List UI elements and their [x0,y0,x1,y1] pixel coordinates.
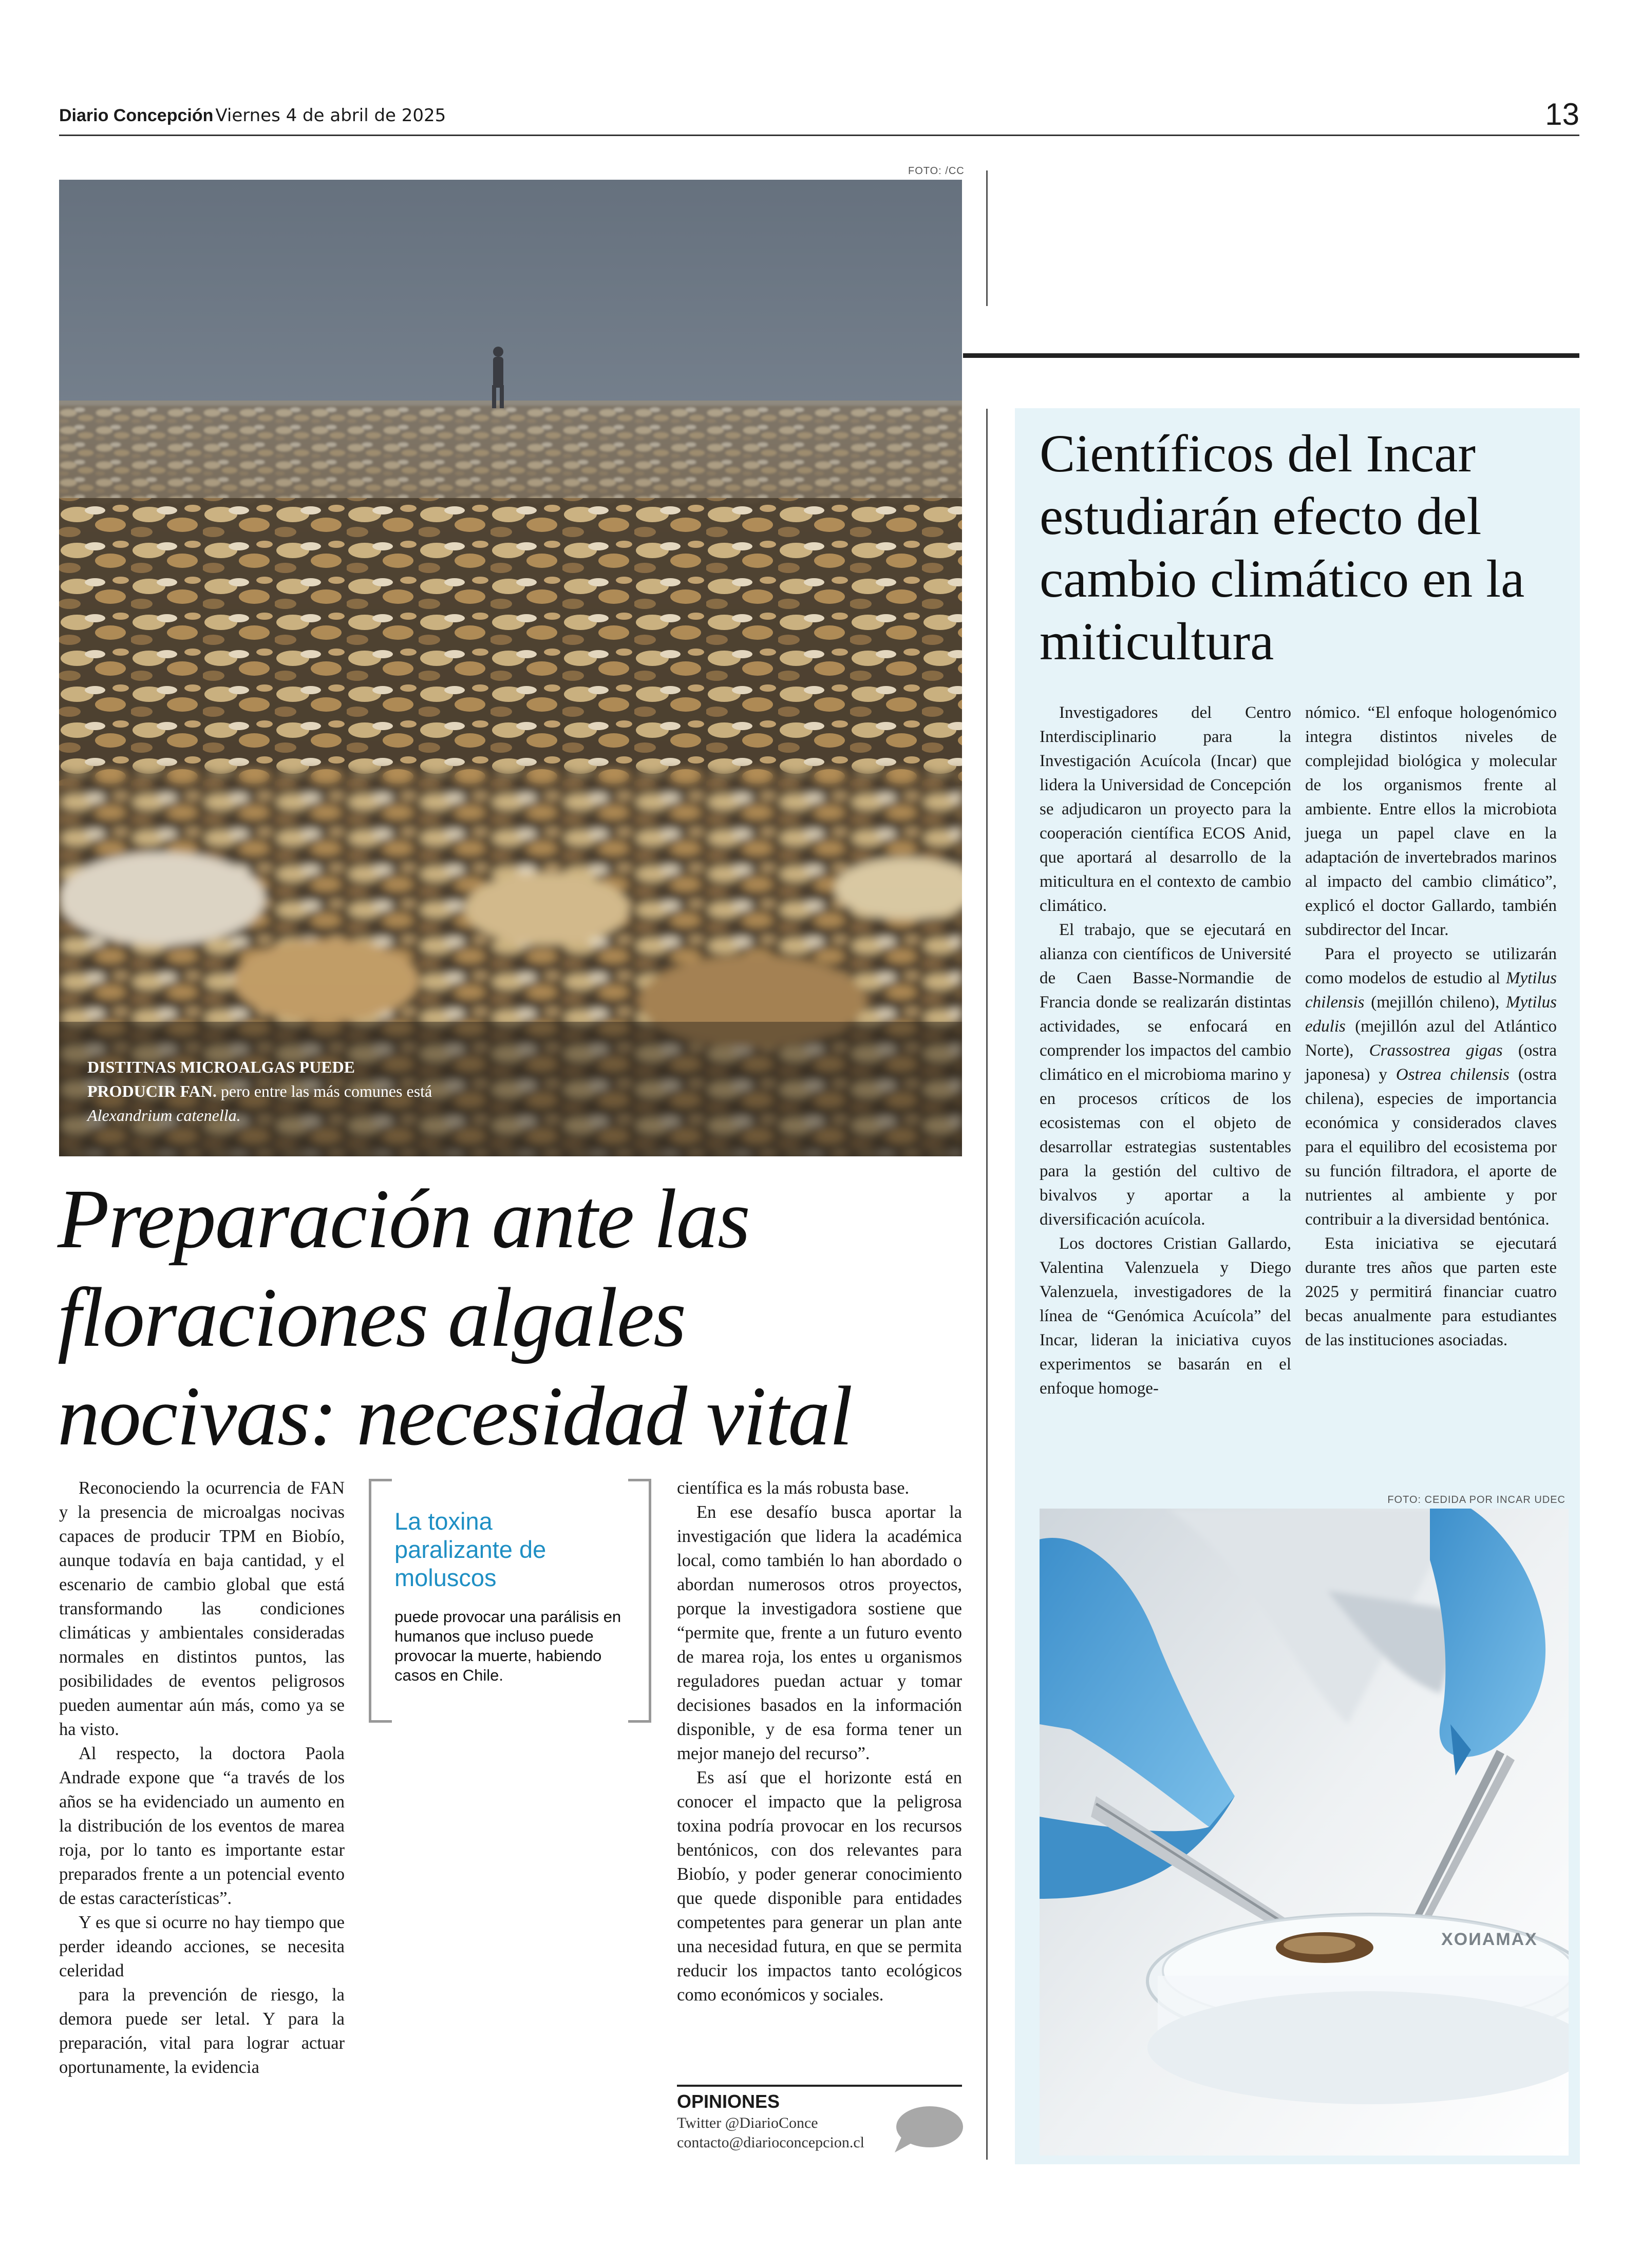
opinions-email[interactable]: contacto@diarioconcepcion.cl [677,2134,864,2151]
opinions-rule [677,2085,962,2087]
paragraph-species: Para el proyecto se utilizarán como modelos de estudio al Mytilus chilensis (mejillón chileno), Mytilus edulis (mejillón azul del Atlántico Norte), Crassostrea gigas (ostra japonesa) y Ostrea chilensis (ostra chilena), especies de importancia económica y considerados claves para el equilibro del ecosistema por su función filtradora, el aporte de nutrientes al ambiente y por contribuir a la diversidad bentónica. [1305,945,1557,1229]
side-article-col-1 [1040,701,1291,1401]
lab-dissection-image [1040,1509,1569,2156]
species-name: Ostrea chilensis [1395,1065,1510,1084]
paragraph: científica es la más robusta base. [677,1478,910,1498]
species-name: Mytilus chilensis [1305,969,1557,1012]
column-rule-side [986,409,988,2160]
main-photo-credit: FOTO: /CC [908,165,965,177]
paragraph: En ese desafío busca aportar la investigación que lidera la académica local, como también lo han abordado o abordan numerosos otros proyectos, porque la investigadora sostiene que “permite que, frente a un futuro evento de marea roja, los entes u organismos reguladores puedan actuar y tomar decisiones basados en la información disponible, y de esa forma tener un mejor manejo del recurso”. [677,1502,962,1763]
caption-body: pero entre las más comunes está [216,1082,432,1100]
species-name: Crassostrea gigas [1369,1041,1503,1060]
shells-beach-image [59,180,962,1156]
opinions-label: OPINIONES [677,2091,780,2112]
header-rule [59,135,1579,136]
main-headline [58,1170,972,1465]
side-headline: Científicos del Incar estudiarán efecto del cambio climático en la miticultura [1040,424,1525,671]
bracket-left [369,1479,392,1723]
main-photo [59,180,962,1156]
species-name: Mytilus edulis [1305,993,1557,1036]
main-article-col-1 [59,1476,345,2080]
side-photo-credit: FOTO: CEDIDA POR INCAR UDEC [1387,1494,1565,1505]
paragraph: Y es que si ocurre no hay tiempo que perder ideando acciones, se necesita celeridad [59,1913,345,1980]
paper-name: Diario Concepción [59,106,214,125]
caption-species: Alexandrium catenella. [87,1106,241,1125]
headline-line-2: floraciones algales [58,1270,686,1364]
pull-quote-text: puede provocar una parálisis en humanos que incluso puede provocar la muerte, habiendo casos en Chile. [394,1608,621,1684]
speech-bubble-icon [893,2105,965,2154]
column-rule-top [986,170,988,306]
masthead [59,105,446,131]
paragraph: Es así que el horizonte está en conocer el impacto que la peligrosa toxina podría provocar en los recursos bentónicos, con dos relevantes para Biobío, y poder generar conocimiento que quede disponible para entidades competentes para generar un plan ante una necesidad futura, en que se permita reducir los impactos tanto ecológicos como económicos y sociales. [677,1768,962,2005]
paragraph: Al respecto, la doctora Paola Andrade expone que “a través de los años se ha evidenciado un aumento en la distribución de los eventos de marea roja, por lo tanto es importante estar preparados frente a un potencial evento de estas características”. [59,1744,345,1908]
headline-line-3: nocivas: necesidad vital [58,1369,852,1463]
section-rule [963,353,1579,358]
paragraph: Investigadores del Centro Interdisciplinario para la Investigación Acuícola (Incar) que lidera la Universidad de Concepción se adjudicaron un proyecto para la cooperación científica ECOS Anid, que aportará al desarrollo de la miticultura en el contexto de cambio climático. [1040,703,1291,915]
paragraph: Reconociendo la ocurrencia de FAN y la presencia de microalgas nocivas capaces de producir TPM en Biobío, aunque todavía en baja cantidad, y el escenario de cambio global que está transformando las condiciones climáticas y ambientales consideradas normales en distintos puntos, las posibilidades de eventos peligrosos pueden aumentar aún más, como ya se ha visto. [59,1478,345,1739]
issue-date: Viernes 4 de abril de 2025 [215,105,446,126]
paragraph: nómico. “El enfoque hologenómico integra distintos niveles de complejidad biológica y molecular de los organismos frente al ambiente. Entre ellos la microbiota juega un papel clave en la adaptación de invertebrados marinos al impacto del cambio climático”, explicó el doctor Gallardo, también subdirector del Incar. [1305,703,1557,939]
opinions-twitter[interactable]: Twitter @DiarioConce [677,2114,818,2131]
caption-lead: DISTITNAS MICROALGAS PUEDE PRODUCIR FAN. [87,1058,355,1100]
opinions-box [677,2085,970,2151]
pull-quote-title: La toxina paralizante de moluscos [394,1508,546,1591]
side-article [1015,408,1580,2164]
dish-label: XAMANOX [1440,1930,1537,1949]
paragraph: Esta iniciativa se ejecutará durante tres años que parten este 2025 y permitirá financiar cuatro becas anualmente para estudiantes de las instituciones asociadas. [1305,1234,1557,1349]
main-article-col-3 [677,1476,962,2007]
side-article-col-2 [1305,701,1557,1352]
page-number: 13 [1545,97,1579,131]
lab-photo [1040,1509,1569,2156]
bracket-right [628,1479,651,1723]
paragraph: para la prevención de riesgo, la demora puede ser letal. Y para la preparación, vital para lograr actuar oportunamente, la evidencia [59,1985,345,2077]
paragraph: Los doctores Cristian Gallardo, Valentina Valenzuela y Diego Valenzuela, investigadores de la línea de “Genómica Acuícola” del Incar, lideran la iniciativa cuyos experimentos se basarán en el enfoque homoge- [1040,1234,1291,1398]
paragraph: El trabajo, que se ejecutará en alianza con científicos de Université de Caen Basse-Normandie de Francia donde se realizarán distintas actividades, se enfocará en comprender los impactos del cambio climático en el microbioma marino y en procesos críticos de los ecosistemas con el objeto de desarrollar estrategias sustentables para la gestión del cultivo de bivalvos y aportar a la diversificación acuícola. [1040,921,1291,1229]
pull-quote [369,1479,651,1720]
main-photo-caption [87,1055,447,1128]
headline-line-1: Preparación ante las [58,1172,750,1266]
